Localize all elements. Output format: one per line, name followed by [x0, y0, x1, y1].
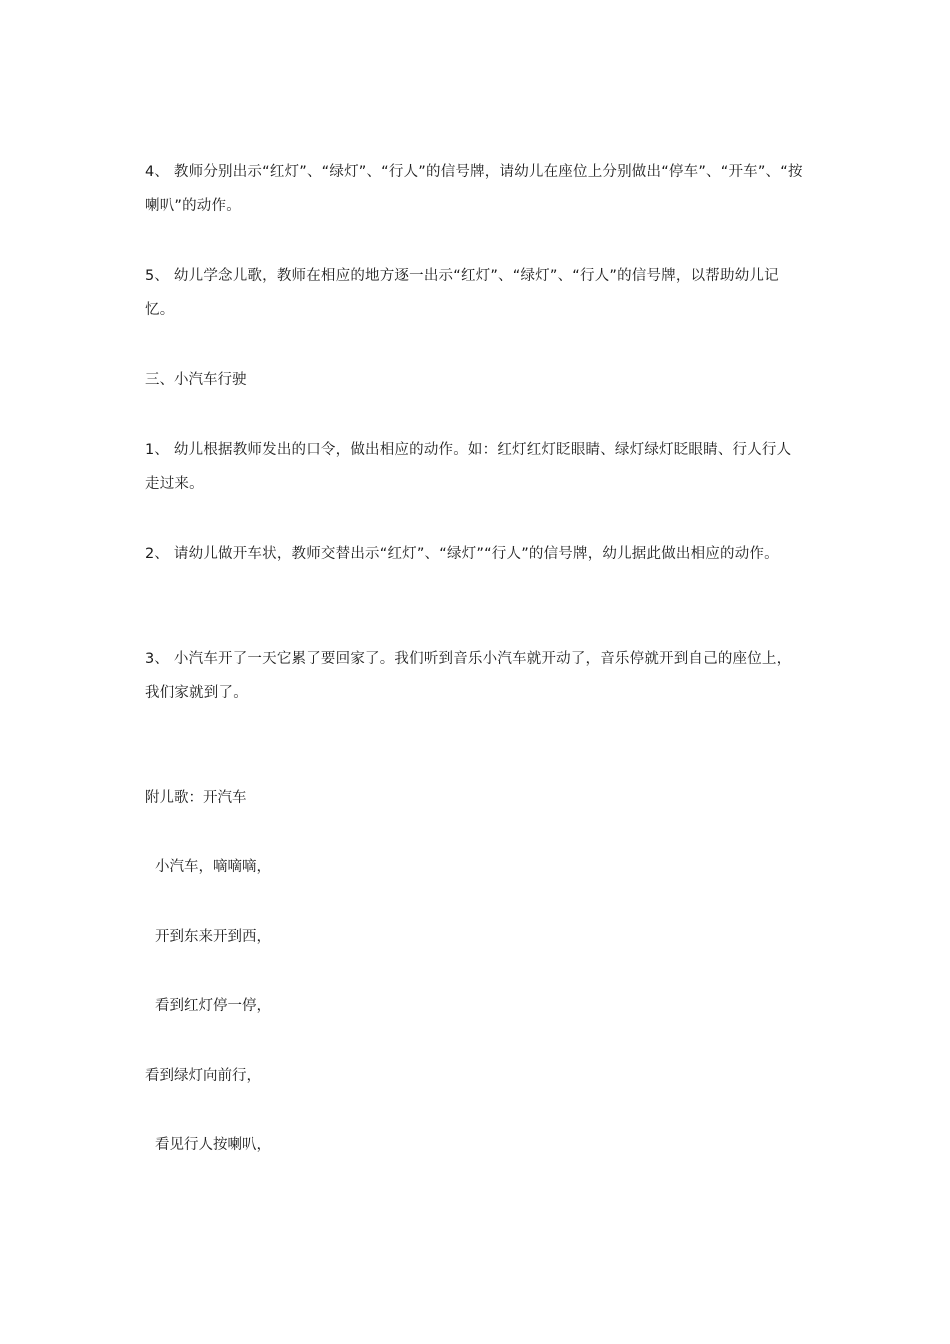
document-page [145, 0, 805, 1344]
section-3-heading: 三、小汽车行驶 [145, 372, 247, 388]
poem-line-4: 看到绿灯向前行， [145, 1068, 261, 1084]
appendix-title: 附儿歌：开汽车 [145, 790, 247, 806]
section-3-step-3-paragraph: 3、 小汽车开了一天它累了要回家了。我们听到音乐小汽车就开动了，音乐停就开到自己的座位上，我们家就到了。 [145, 651, 792, 701]
poem-line-2: 开到东来开到西， [155, 929, 271, 945]
poem-line-5: 看见行人按喇叭， [155, 1137, 271, 1153]
poem-line-1: 小汽车，嘀嘀嘀， [155, 859, 271, 875]
poem-line-3: 看到红灯停一停， [155, 998, 271, 1014]
section-3-step-2-paragraph: 2、 请幼儿做开车状，教师交替出示“红灯”、“绿灯”“行人”的信号牌，幼儿据此做出相应的动作。 [145, 546, 779, 562]
section-3-step-1-paragraph: 1、 幼儿根据教师发出的口令，做出相应的动作。如：红灯红灯眨眼睛、绿灯绿灯眨眼睛、行人行人走过来。 [145, 442, 792, 492]
step-5-paragraph: 5、 幼儿学念儿歌，教师在相应的地方逐一出示“红灯”、“绿灯”、“行人”的信号牌，以帮助幼儿记忆。 [145, 268, 779, 318]
step-4-paragraph: 4、 教师分别出示“红灯”、“绿灯”、“行人”的信号牌，请幼儿在座位上分别做出“停车”、“开车”、“按喇叭”的动作。 [145, 164, 803, 214]
